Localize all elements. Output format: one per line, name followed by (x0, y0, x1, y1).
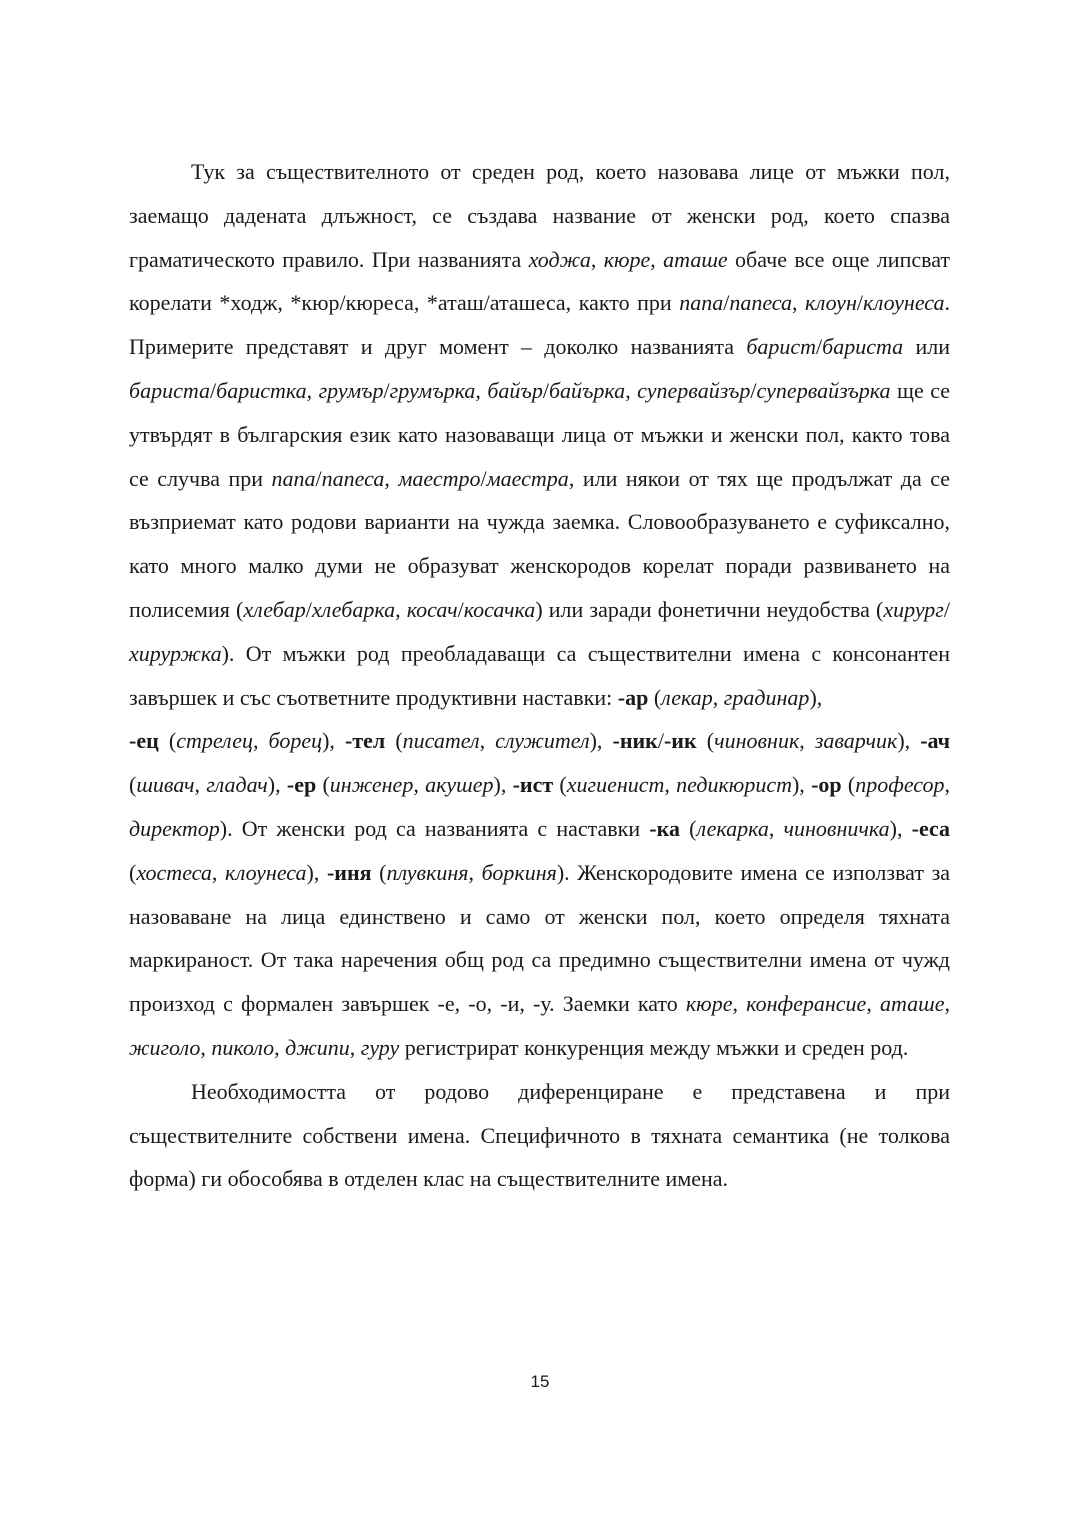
text-run: регистрират конкуренция между мъжки и среден род. (399, 1034, 909, 1060)
bold-suffix: -иня (326, 859, 372, 885)
text-run: , (306, 377, 319, 403)
italic-term: папа (271, 465, 316, 491)
text-run: , (395, 596, 407, 622)
text-run: , или някои от тях ще продължат да се възприемат като родови варианти на чужда заемка. Словообразуването е суфиксално, като много малко думи не образуват женскородов корелат поради развиването на полисемия ( (129, 465, 951, 622)
italic-term: супервайзърка (756, 377, 891, 403)
italic-term: барист (746, 334, 817, 360)
text-run: ( (385, 728, 403, 754)
paragraph (129, 1070, 950, 1201)
italic-term: хлебар (243, 596, 306, 622)
bold-suffix: -ец (129, 728, 159, 754)
italic-term: клоунеса (224, 859, 307, 885)
text-run: , (768, 815, 784, 841)
text-run: / (383, 377, 390, 403)
italic-term: професор (855, 772, 945, 798)
text-run: ). Женскородовите имена се използват за назоваване на лица единствено и само от женски пол, което определя тяхната маркираност. От така наречения общ род са предимно съществителни имена от чужд произход с формален завършек -е, -о, -и, -у. Заемки като (129, 859, 951, 1017)
italic-term: писател (402, 728, 480, 754)
text-run: . Примерите представят и друг момент – доколко названията (129, 290, 951, 360)
text-run: Тук за съществителното от среден род, което назовава лице от мъжки пол, заемащо дадената длъжност, се създава название от женски род, което спазва граматическото правило. При названията (129, 159, 950, 272)
italic-term: гладач (206, 772, 268, 798)
text-run: / (305, 596, 312, 622)
text-run: Необходимостта от родово диференциране е представена и при съществителните собствени имена. Специфичното в тяхната семантика (не толкова форма) ги обособява в отделен клас на съществителните имена. (129, 1078, 950, 1192)
italic-term: маестра (486, 465, 569, 491)
italic-term: конферансие (746, 991, 867, 1017)
text-run: , (590, 246, 604, 272)
text-run: / (315, 465, 322, 491)
italic-term: акушер (425, 772, 494, 798)
text-run: ), (493, 772, 513, 798)
italic-term: гуру (360, 1034, 400, 1060)
text-run: , (944, 772, 951, 798)
text-run: или (903, 334, 951, 360)
italic-term: директор (129, 815, 220, 841)
text-run: , (468, 859, 482, 885)
italic-term: хлебарка (311, 596, 396, 622)
text-run: ), (791, 772, 812, 798)
bold-suffix: -ник (612, 728, 658, 754)
paragraph (129, 150, 950, 1070)
italic-term: хигиенист (566, 772, 665, 798)
italic-term: стрелец (176, 728, 253, 754)
italic-term: джипи (285, 1034, 350, 1060)
text-run: / (750, 377, 757, 403)
italic-term: байърка (548, 377, 626, 403)
text-run: ), (889, 815, 912, 841)
italic-term: пиколо (211, 1034, 275, 1060)
italic-term: плувкиня (386, 859, 469, 885)
italic-term: ходжа (528, 246, 591, 272)
text-run: , (732, 991, 747, 1017)
italic-term: грумърка (389, 377, 476, 403)
italic-term: кюре (685, 991, 733, 1017)
italic-term: боркиня (481, 859, 557, 885)
text-run: ), (306, 859, 327, 885)
text-run: , (664, 772, 677, 798)
italic-term: бариста (822, 334, 904, 360)
text-run: / (457, 596, 464, 622)
body-text (129, 150, 950, 1201)
italic-term: косачка (463, 596, 536, 622)
text-run: / (816, 334, 823, 360)
text-run: , (866, 991, 880, 1017)
text-run: ) или заради фонетични неудобства ( (535, 596, 884, 622)
bold-suffix: -ка (649, 815, 680, 841)
bold-suffix: -тел (345, 728, 386, 754)
italic-term: кюре (603, 246, 651, 272)
italic-term: лекарка (696, 815, 769, 841)
italic-term: байър (487, 377, 543, 403)
italic-term: заварчик (814, 728, 898, 754)
text-run: ( (129, 772, 137, 798)
bold-suffix: -ар (617, 684, 649, 710)
text-run: , (349, 1034, 361, 1060)
text-run: ), (267, 772, 287, 798)
bold-suffix: -еса (911, 815, 951, 841)
italic-term: шивач (136, 772, 195, 798)
italic-term: чиновничка (783, 815, 890, 841)
text-run: , (791, 290, 806, 316)
italic-term: баристка (216, 377, 307, 403)
italic-term: хируржка (129, 640, 222, 666)
text-run: ( (129, 859, 137, 885)
text-run: , (274, 1034, 286, 1060)
text-run: ). От женски род са названията с наставки (219, 815, 650, 841)
text-run: , (252, 728, 269, 754)
italic-term: супервайзър (637, 377, 751, 403)
text-run: , (384, 465, 399, 491)
text-run: , (413, 772, 426, 798)
text-run: / (943, 596, 951, 622)
text-run: ), (589, 728, 613, 754)
italic-term: косач (406, 596, 458, 622)
text-run: , (799, 728, 815, 754)
italic-term: бариста (129, 377, 210, 403)
text-run: , (211, 859, 225, 885)
italic-term: клоун (805, 290, 857, 316)
text-run: ( (371, 859, 387, 885)
page-number: 15 (530, 1372, 550, 1391)
italic-term: хирург (883, 596, 944, 622)
bold-suffix: -ист (512, 772, 554, 798)
text-run: ), (897, 728, 921, 754)
bold-suffix: -ач (920, 728, 951, 754)
italic-term: педикюрист (676, 772, 792, 798)
bold-suffix: -ор (811, 772, 842, 798)
text-run: , (200, 1034, 212, 1060)
text-run: / (210, 377, 217, 403)
italic-term: маестро (398, 465, 481, 491)
italic-term: чиновник (714, 728, 800, 754)
text-run: / (542, 377, 549, 403)
bold-suffix: -ик (663, 728, 697, 754)
text-run: , (650, 246, 664, 272)
text-run: ), (809, 684, 823, 710)
italic-term: клоунеса (863, 290, 945, 316)
text-run: / (480, 465, 487, 491)
text-run: , (479, 728, 496, 754)
text-run: ( (316, 772, 330, 798)
text-run: обаче все още липсват корелати *ходж, *кюр/кюреса, *аташ/аташеса, както при (129, 246, 951, 316)
text-run: , (194, 772, 207, 798)
text-run: / (657, 728, 664, 754)
italic-term: градинар (723, 684, 810, 710)
text-run: , (475, 377, 488, 403)
italic-term: аташе (663, 246, 728, 272)
text-run: , (712, 684, 724, 710)
bold-suffix: -ер (286, 772, 317, 798)
italic-term: папеса (729, 290, 792, 316)
italic-term: папеса (321, 465, 385, 491)
italic-term: аташе, жиголо (129, 991, 951, 1060)
text-run: ще се утвърдят в българския език като назоваващи лица от мъжки и женски пол, както това се случва при (129, 377, 950, 491)
text-run: , (625, 377, 638, 403)
text-run: / (723, 290, 730, 316)
text-run: ( (158, 728, 177, 754)
italic-term: папа (679, 290, 724, 316)
text-run: ), (322, 728, 345, 754)
text-run: ). От мъжки род преобладаващи са съществителни имена с консонантен завършек и със съответните продуктивни наставки: (129, 640, 950, 710)
italic-term: борец (268, 728, 323, 754)
text-run: / (856, 290, 863, 316)
text-run: ( (696, 728, 715, 754)
text-run: ( (841, 772, 856, 798)
italic-term: инженер (329, 772, 414, 798)
italic-term: лекар (661, 684, 713, 710)
italic-term: служител (495, 728, 590, 754)
text-run: ( (553, 772, 567, 798)
text-run: ( (679, 815, 697, 841)
italic-term: грумър (318, 377, 384, 403)
text-run: ( (648, 684, 662, 710)
italic-term: хостеса (136, 859, 212, 885)
